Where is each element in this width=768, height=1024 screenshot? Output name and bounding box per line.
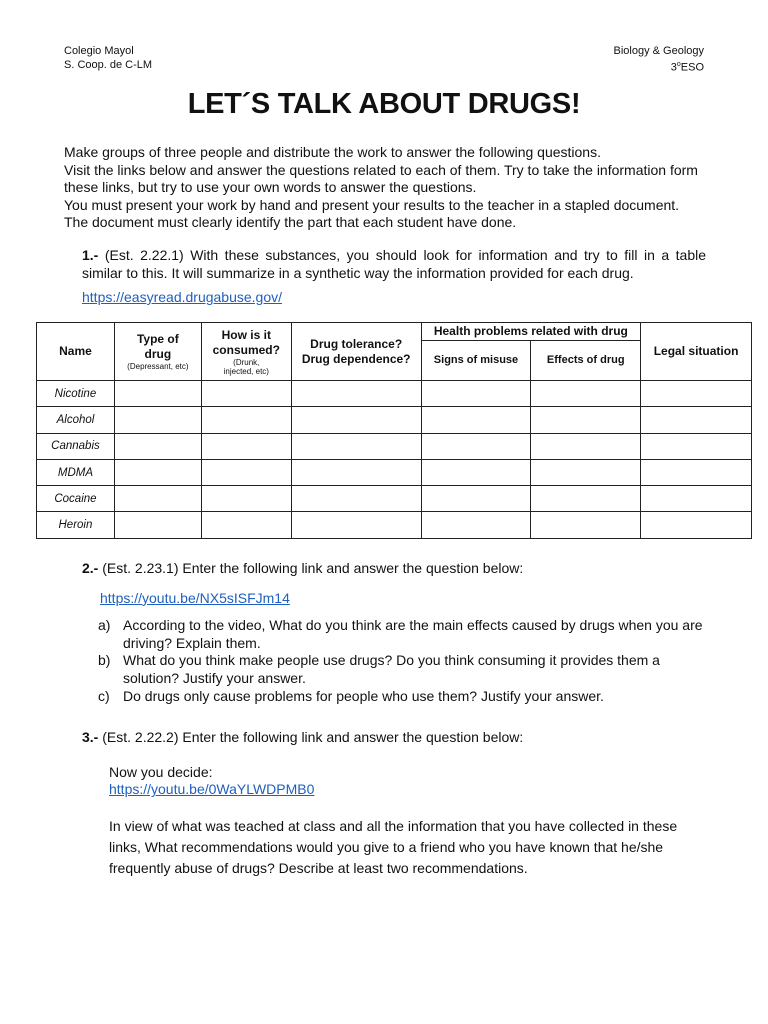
table-row — [37, 512, 752, 538]
subject-name: Biology & Geology — [613, 45, 704, 57]
question-number: 1.- — [82, 247, 99, 263]
table-row — [37, 459, 752, 485]
col-header-name: Name — [37, 323, 115, 381]
table-row — [37, 433, 752, 459]
col-header-health: Health problems related with drug — [421, 323, 641, 341]
table-row — [37, 381, 752, 407]
youtube-link-1[interactable]: https://youtu.be/NX5sISFJm14 — [100, 589, 290, 606]
question-text: (Est. 2.23.1) Enter the following link and answer the question below: — [102, 560, 524, 576]
col-header-effects: Effects of drug — [531, 341, 641, 381]
instruction-paragraph: Make groups of three people and distribute the work to answer the following questions. — [64, 144, 601, 160]
instruction-paragraph: Visit the links below and answer the questions related to each of them. Try to take the information form these links, but try to use your own words to answer the questions. — [64, 161, 698, 196]
list-item: b) What do you think make people use drugs? Do you think consuming it provides them a solution? Justify your answer. — [98, 652, 660, 686]
school-header — [64, 44, 152, 72]
drug-name: Nicotine — [37, 381, 115, 407]
drug-name: Cannabis — [37, 433, 115, 459]
sub-questions — [64, 617, 706, 705]
col-header-legal: Legal situation — [641, 323, 752, 381]
list-item: a) According to the video, What do you think are the main effects caused by drugs when you are driving? Explain them. — [98, 617, 703, 651]
question-3 — [64, 729, 706, 879]
drug-name: Cocaine — [37, 486, 115, 512]
subject-header — [614, 44, 705, 75]
col-header-signs: Signs of misuse — [421, 341, 531, 381]
drug-name: Alcohol — [37, 407, 115, 433]
question-text: (Est. 2.22.2) Enter the following link and answer the question below: — [102, 729, 524, 745]
col-header-type: Type of drug (Depressant, etc) — [114, 323, 201, 381]
decide-label: Now you decide: — [109, 763, 213, 780]
school-name: Colegio Mayol — [64, 45, 134, 57]
question-text: (Est. 2.22.1) With these substances, you should look for information and try to fill in a table similar to this. It will summarize in a synthetic way the information provided for each drug. — [82, 247, 706, 281]
grade-level: 3$^o$ESO — [670, 61, 704, 74]
page-title: LET´S TALK ABOUT DRUGS! — [187, 88, 581, 120]
easyread-link[interactable]: https://easyread.drugabuse.gov/ — [82, 289, 283, 305]
drug-name: MDMA — [37, 459, 115, 485]
youtube-link-2[interactable]: https://youtu.be/0WaYLWDPMB0 — [109, 781, 315, 798]
table-row — [37, 486, 752, 512]
instruction-paragraph: You must present your work by hand and present your results to the teacher in a stapled document. The document must clearly identify the part that each student have done. — [64, 196, 680, 231]
question-1 — [64, 247, 706, 305]
col-header-consumed: How is it consumed? (Drunk, injected, etc) — [201, 323, 291, 381]
instructions — [64, 144, 706, 232]
drug-info-table — [36, 322, 752, 539]
question-number: 3.- — [82, 729, 99, 745]
final-question: In view of what was teached at class and all the information that you have collected in these links, What recommendations would you give to a friend who you have known that he/she frequently abuse of drugs? Describe at least two recommendations. — [109, 817, 678, 876]
col-header-tolerance: Drug tolerance? Drug dependence? — [291, 323, 421, 381]
table-row — [37, 407, 752, 433]
question-2 — [64, 560, 706, 705]
question-number: 2.- — [82, 560, 99, 576]
list-item: c) Do drugs only cause problems for people who use them? Justify your answer. — [98, 687, 604, 704]
school-coop: S. Coop. de C-LM — [64, 59, 153, 71]
drug-name: Heroin — [37, 512, 115, 538]
